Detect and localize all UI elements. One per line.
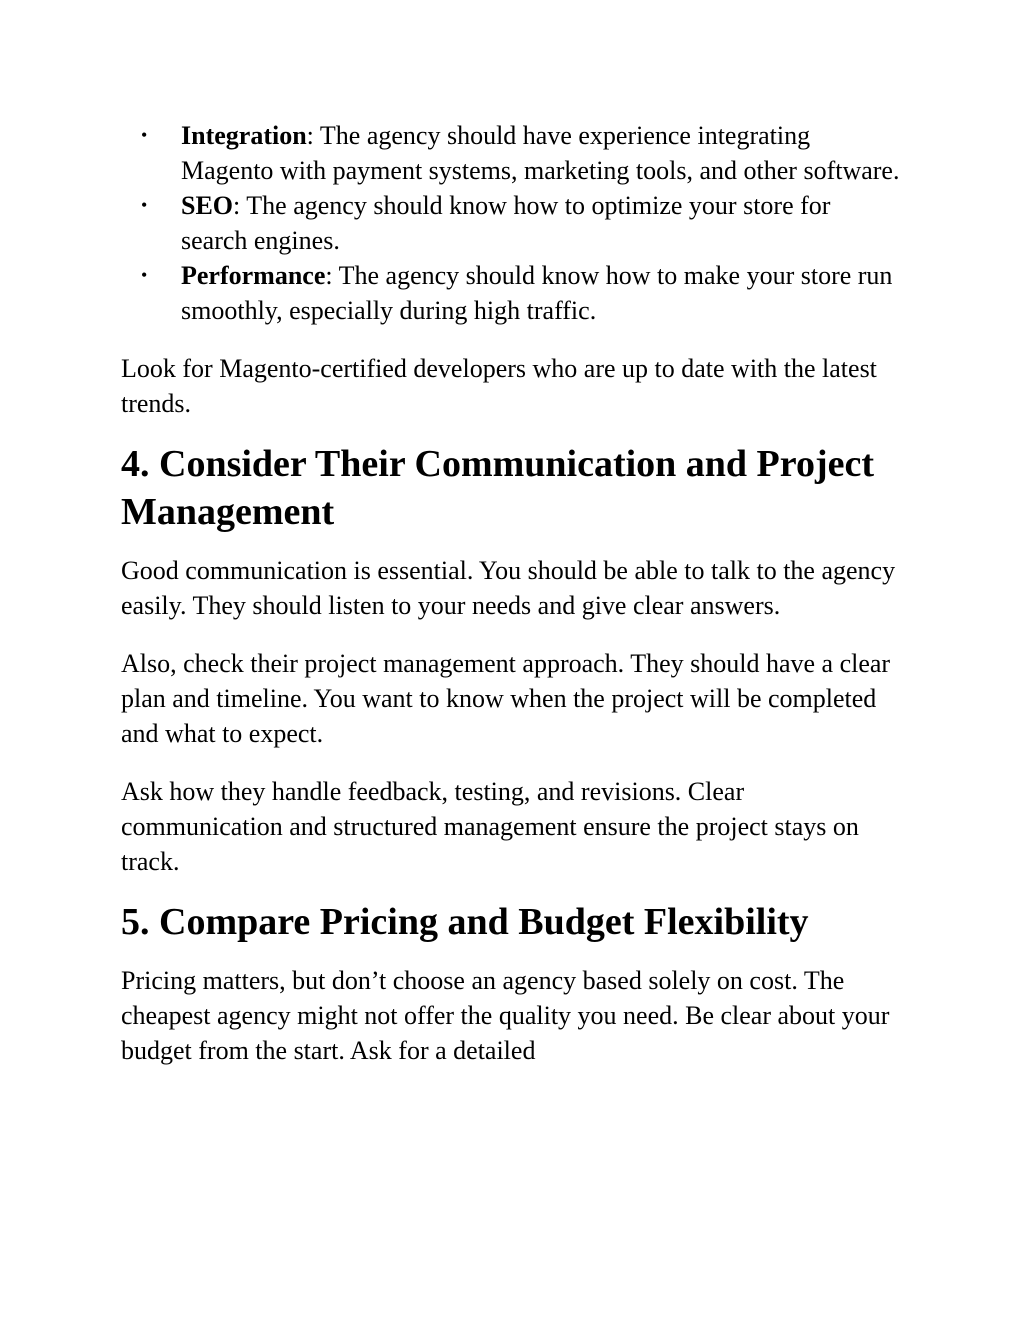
list-item (121, 118, 901, 188)
bullet-term: SEO (181, 191, 234, 220)
bullet-term: Performance (181, 261, 326, 290)
bullet-text: : The agency should know how to optimize your store for search engines. (181, 191, 831, 255)
bullet-text: : The agency should have experience integrating Magento with payment systems, marketing tools, and other software. (181, 121, 900, 185)
requirements-list (121, 118, 901, 328)
list-item (121, 258, 901, 328)
section-4-paragraph: Good communication is essential. You should be able to talk to the agency easily. They should listen to your needs and give clear answers. (121, 556, 896, 620)
section-4-paragraph: Ask how they handle feedback, testing, and revisions. Clear communication and structured management ensure the project stays on track. (121, 777, 859, 876)
section-5-heading: 5. Compare Pricing and Budget Flexibility (121, 901, 809, 943)
bullet-term: Integration (181, 121, 307, 150)
document-page (121, 118, 901, 1068)
section-5-paragraph: Pricing matters, but don’t choose an agency based solely on cost. The cheapest agency might not offer the quality you need. Be clear about your budget from the start. Ask for a detailed (121, 966, 890, 1065)
section-4-paragraph: Also, check their project management approach. They should have a clear plan and timeline. You want to know when the project will be completed and what to expect. (121, 649, 891, 748)
bullet-icon: • (141, 265, 148, 285)
section-4-heading: 4. Consider Their Communication and Project Management (121, 443, 874, 533)
bullet-text: : The agency should know how to make your store run smoothly, especially during high traffic. (181, 261, 893, 325)
list-item (121, 188, 901, 258)
bullet-icon: • (141, 125, 148, 145)
intro-paragraph: Look for Magento-certified developers who are up to date with the latest trends. (121, 354, 877, 418)
bullet-icon: • (141, 195, 148, 215)
